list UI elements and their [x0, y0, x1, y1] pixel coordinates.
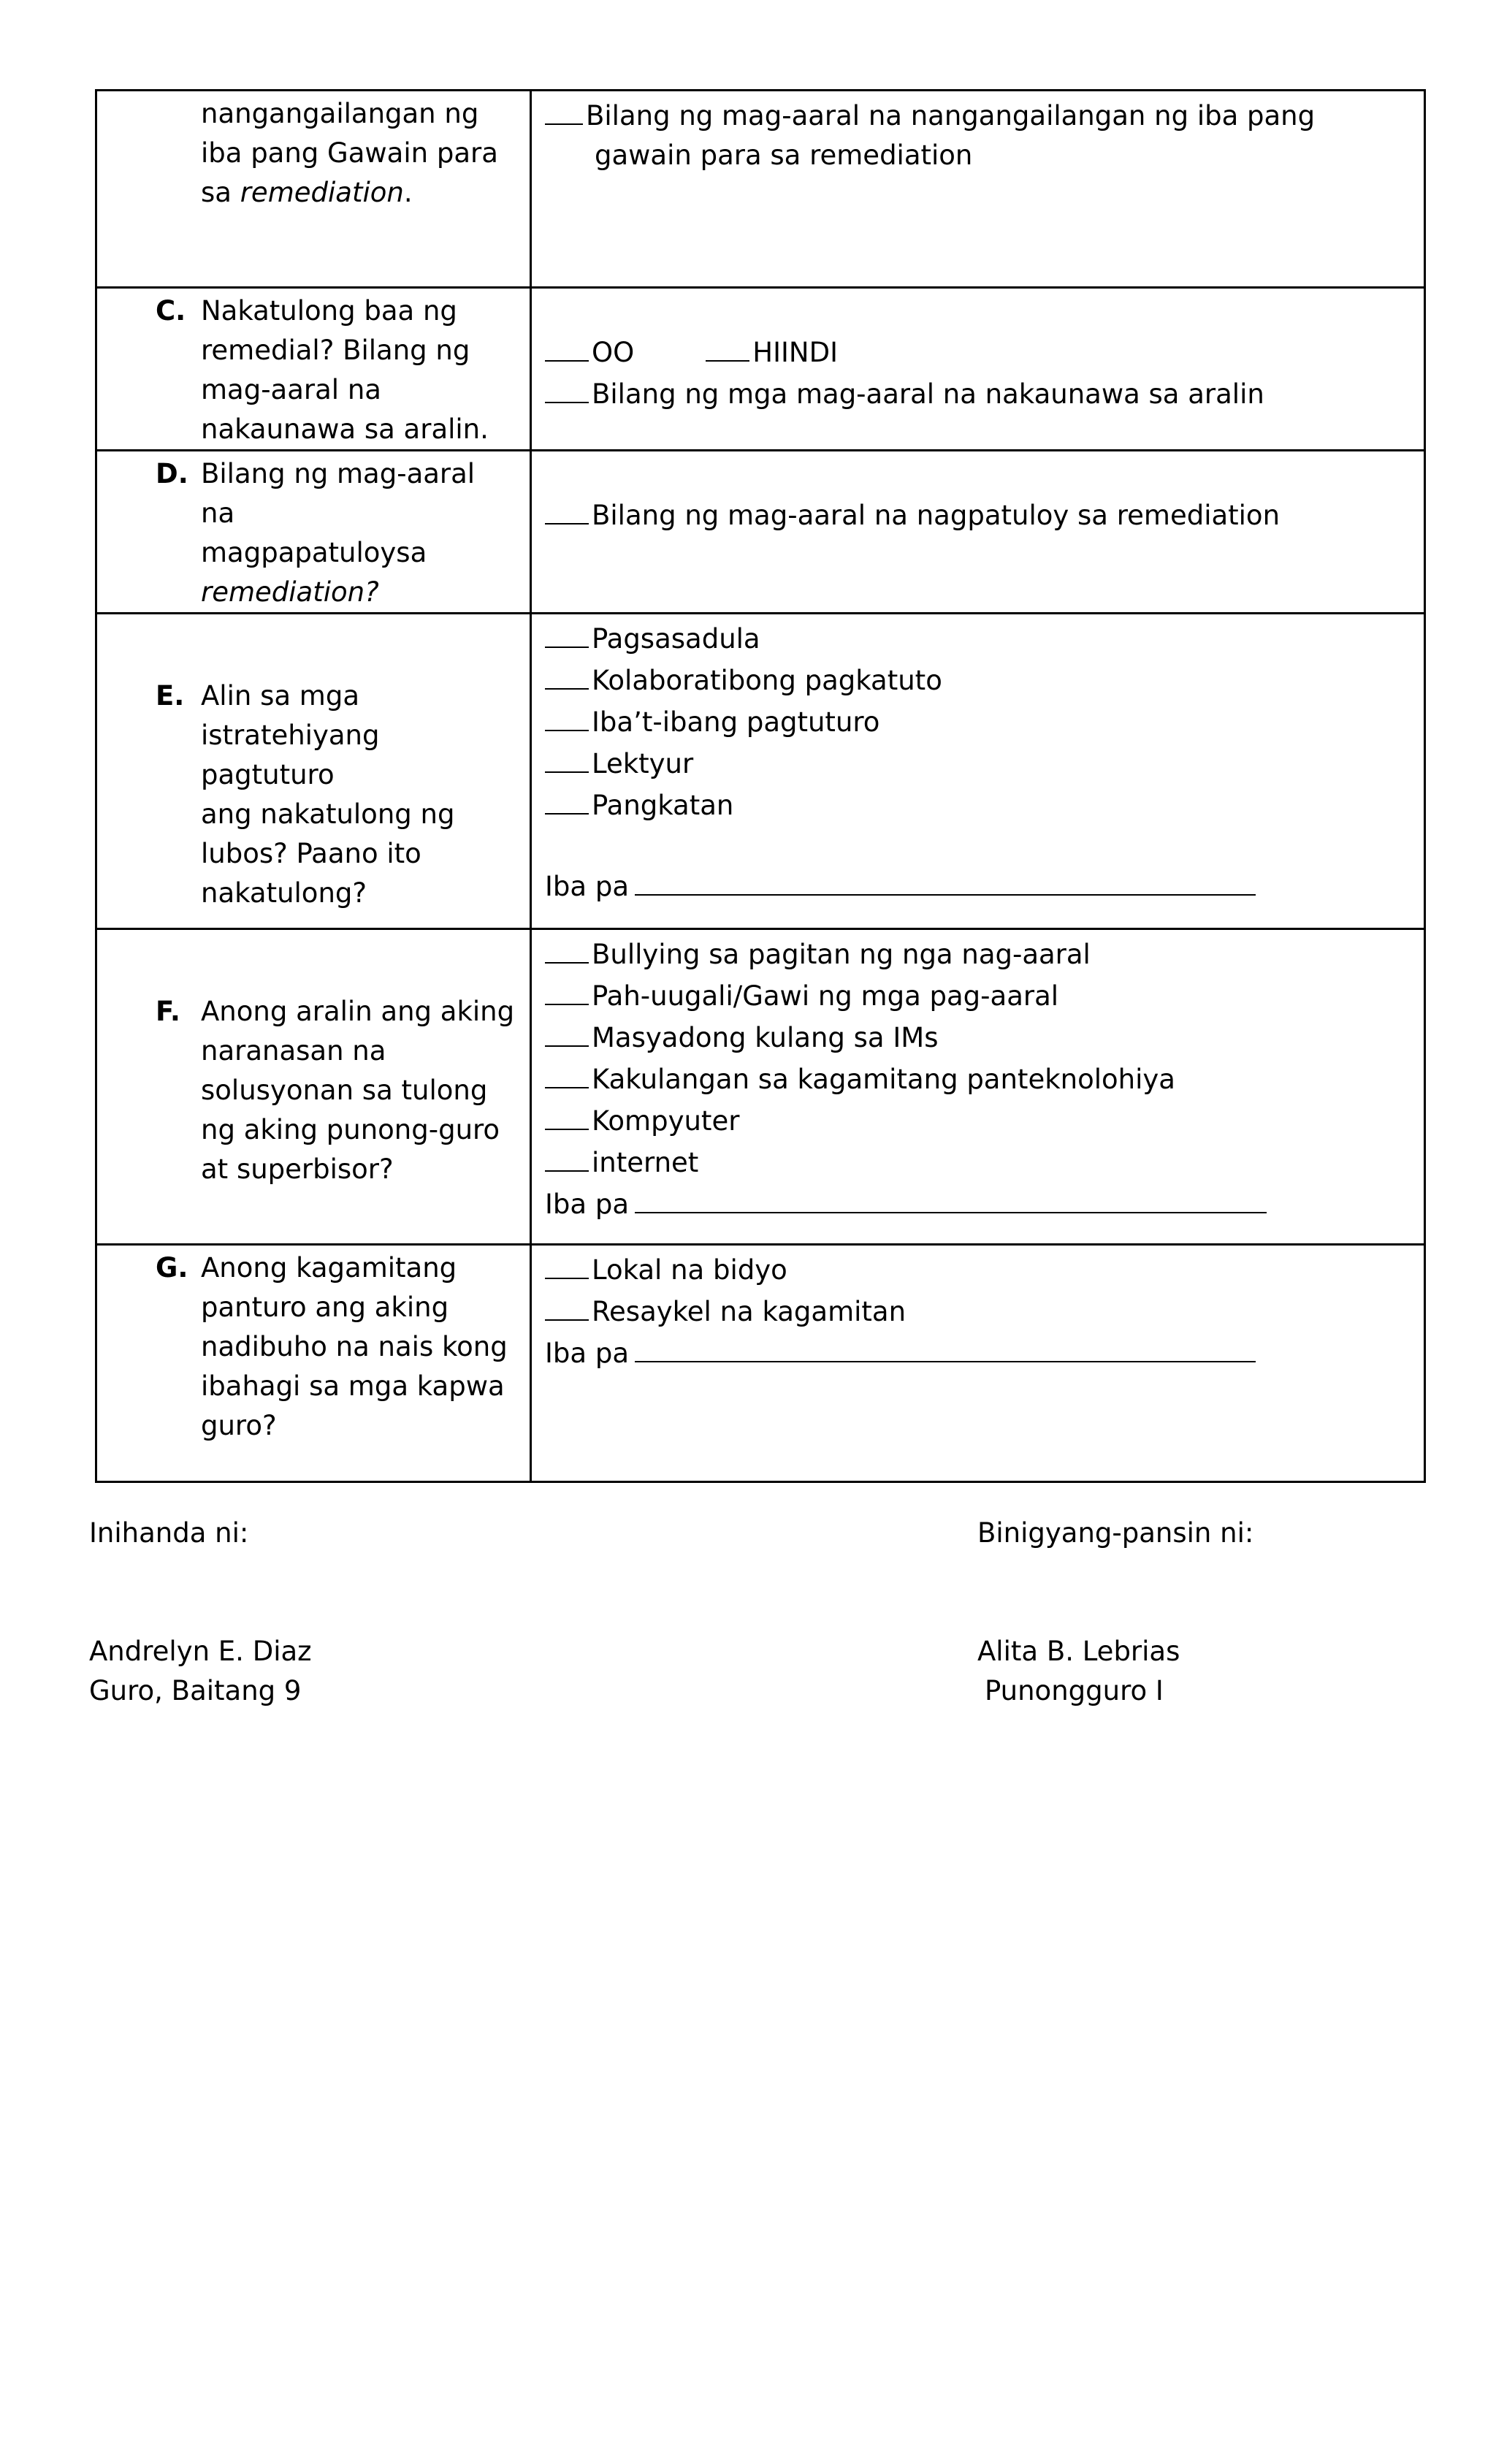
answer-blank[interactable] [545, 659, 589, 690]
question-text: Alin sa mga istratehiyang pagtuturo ang nakatulong ng lubos? Paano ito nakatulong? [201, 680, 455, 909]
answer-cell-e [531, 614, 1425, 929]
option-item: Masyadong kulang sa IMs [545, 1016, 1411, 1058]
table-row-b [96, 91, 1425, 288]
noted-by-name: Alita B. Lebrias [977, 1636, 1180, 1667]
answer-blank[interactable] [545, 784, 589, 815]
question-letter: E. [156, 680, 185, 712]
answer-blank[interactable] [706, 331, 749, 362]
answer-blank[interactable] [545, 1016, 589, 1047]
other-blank[interactable] [635, 865, 1256, 896]
question-text: Anong aralin ang aking naranasan na solusyonan sa tulong ng aking punong-guro at superbisor? [201, 996, 515, 1185]
table-row-d [96, 451, 1425, 614]
table-row-e [96, 614, 1425, 929]
answer-blank[interactable] [545, 701, 589, 731]
answer-blank[interactable] [545, 494, 589, 525]
prepared-by-name: Andrelyn E. Diaz [89, 1636, 312, 1667]
question-text: Nakatulong baa ng remedial? Bilang ng mag-aaral na nakaunawa sa aralin. [201, 295, 489, 445]
noted-by-title: Punongguro I [985, 1675, 1164, 1706]
answer-blank[interactable] [545, 617, 589, 648]
question-cell-e [96, 614, 531, 929]
prepared-by-title: Guro, Baitang 9 [89, 1675, 302, 1706]
other-blank[interactable] [635, 1332, 1256, 1362]
question-letter: C. [156, 295, 186, 327]
other-line: Iba pa [545, 1332, 1411, 1373]
answer-blank[interactable] [545, 1099, 589, 1130]
option-item: Pangkatan [545, 784, 1411, 825]
answer-cell-b: Bilang ng mag-aaral na nangangailangan ng iba pang gawain para sa remediation [531, 91, 1425, 288]
option-item: Pah-uugali/Gawi ng mga pag-aaral [545, 974, 1411, 1016]
table-row-g [96, 1245, 1425, 1482]
answer-blank[interactable] [545, 331, 589, 362]
answer-blank[interactable] [545, 1248, 589, 1279]
other-blank[interactable] [635, 1183, 1267, 1213]
answer-blank[interactable] [545, 1141, 589, 1172]
question-cell-d [96, 451, 531, 614]
answer-blank[interactable] [545, 1058, 589, 1088]
prepared-by-label: Inihanda ni: [89, 1517, 249, 1549]
question-cell-c [96, 288, 531, 451]
option-item: Lektyur [545, 742, 1411, 784]
answer-blank[interactable] [545, 933, 589, 964]
answer-cell-f [531, 929, 1425, 1245]
answer-blank[interactable] [545, 1290, 589, 1321]
option-item: Kakulangan sa kagamitang panteknolohiya [545, 1058, 1411, 1099]
question-text: nangangailangan ng iba pang Gawain para sa remediation. [201, 98, 498, 208]
noted-by-label: Binigyang-pansin ni: [977, 1517, 1254, 1549]
answer-blank[interactable] [545, 94, 583, 125]
option-item: internet [545, 1141, 1411, 1183]
question-text: Anong kagamitang panturo ang aking nadibuho na nais kong ibahagi sa mga kapwa guro? [201, 1252, 508, 1441]
table-row-f [96, 929, 1425, 1245]
answer-blank[interactable] [545, 742, 589, 773]
reflection-table [95, 89, 1426, 1483]
option-item: Bullying sa pagitan ng nga nag-aaral [545, 933, 1411, 974]
option-item: Kompyuter [545, 1099, 1411, 1141]
question-letter: G. [156, 1252, 188, 1284]
answer-cell-d: Bilang ng mag-aaral na nagpatuloy sa remediation [531, 451, 1425, 614]
answer-blank[interactable] [545, 974, 589, 1005]
question-text: Bilang ng mag-aaral na magpapatuloysa remediation? [201, 458, 476, 608]
question-cell-b [96, 91, 531, 288]
answer-cell-c: OO HIINDI Bilang ng mga mag-aaral na nakaunawa sa aralin [531, 288, 1425, 451]
question-cell-f [96, 929, 531, 1245]
option-item: Iba’t-ibang pagtuturo [545, 701, 1411, 742]
other-line: Iba pa [545, 865, 1411, 907]
question-letter: D. [156, 458, 188, 489]
option-item: Resaykel na kagamitan [545, 1290, 1411, 1332]
table-row-c [96, 288, 1425, 451]
option-item: Kolaboratibong pagkatuto [545, 659, 1411, 701]
answer-blank[interactable] [545, 373, 589, 403]
other-line: Iba pa [545, 1183, 1411, 1224]
question-letter: F. [156, 996, 180, 1027]
question-cell-g [96, 1245, 531, 1482]
option-item: Lokal na bidyo [545, 1248, 1411, 1290]
option-item: Pagsasadula [545, 617, 1411, 659]
answer-cell-g [531, 1245, 1425, 1482]
